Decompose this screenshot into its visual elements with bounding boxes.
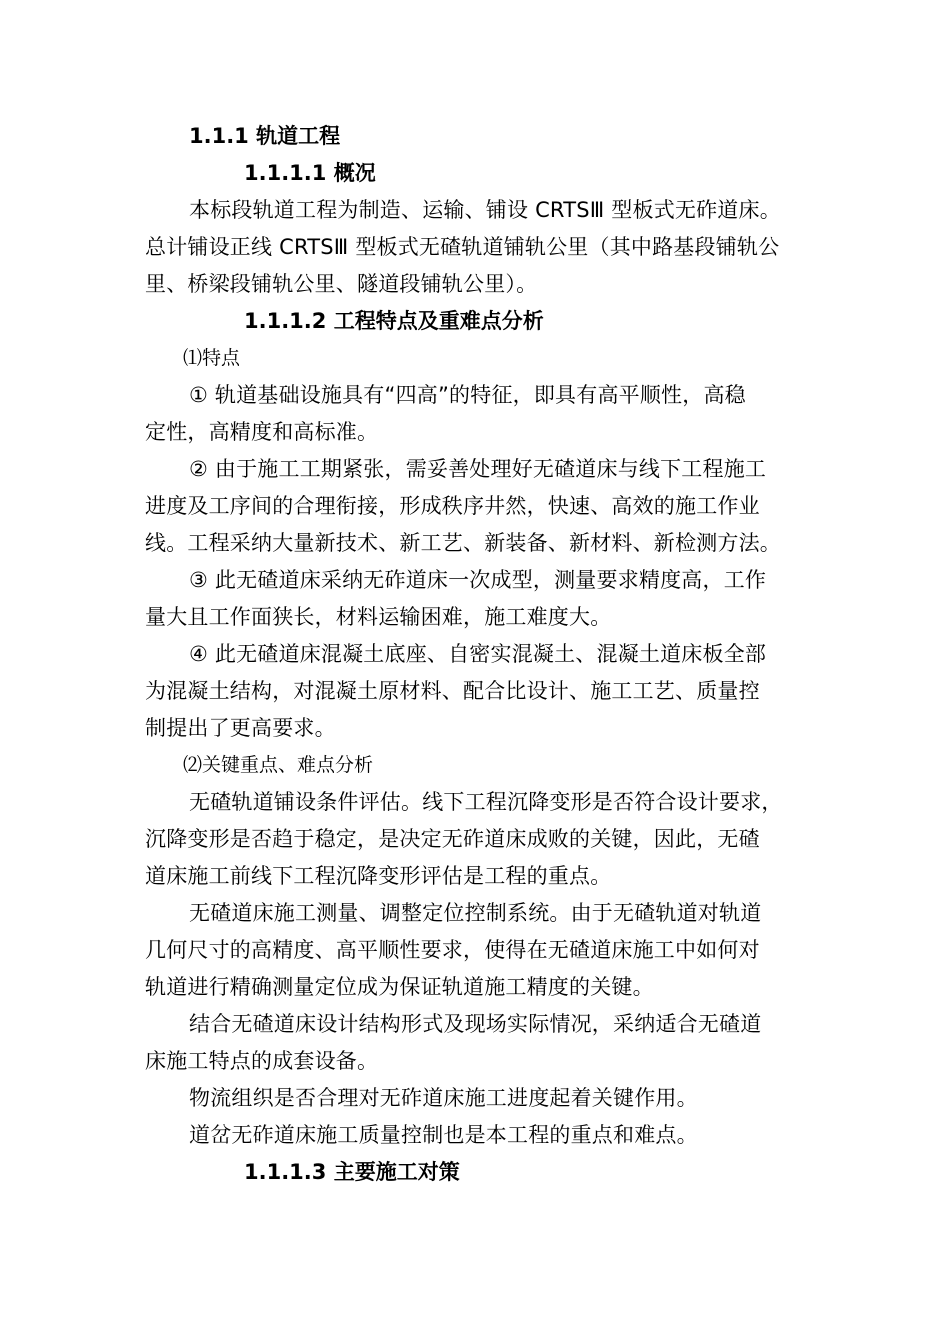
feature-3-line-2: 量大且工作面狭长，材料运输困难，施工难度大。: [145, 605, 612, 629]
keypoint-5-line: 道岔无砟道床施工质量控制也是本工程的重点和难点。: [189, 1123, 698, 1147]
overview-line-1: 本标段轨道工程为制造、运输、铺设 CRTSⅢ 型板式无砟道床。: [189, 198, 781, 222]
keypoint-3-line-1: 结合无碴道床设计结构形式及现场实际情况，采纳适合无碴道: [189, 1012, 762, 1036]
overview-line-3: 里、桥梁段铺轨公里、隧道段铺轨公里）。: [145, 272, 538, 296]
keypoints-label: ⑵关键重点、难点分析: [183, 754, 374, 776]
keypoint-2-line-2: 几何尺寸的高精度、高平顺性要求，使得在无碴道床施工中如何对: [145, 938, 760, 962]
feature-1-line-2: 定性，高精度和高标准。: [145, 420, 379, 444]
keypoint-1-line-3: 道床施工前线下工程沉降变形评估是工程的重点。: [145, 864, 612, 888]
feature-1-line-1: ① 轨道基础设施具有“四高”的特征，即具有高平顺性，高稳: [189, 383, 746, 407]
section-heading-1-1-1-2: 1.1.1.2 工程特点及重难点分析: [244, 309, 544, 333]
keypoint-2-line-3: 轨道进行精确测量定位成为保证轨道施工精度的关键。: [145, 975, 654, 999]
keypoint-1-line-1: 无碴轨道铺设条件评估。线下工程沉降变形是否符合设计要求，: [189, 790, 783, 814]
feature-3-line-1: ③ 此无碴道床采纳无砟道床一次成型，测量要求精度高，工作: [189, 568, 767, 592]
section-heading-1-1-1-1: 1.1.1.1 概况: [244, 161, 376, 185]
keypoint-1-line-2: 沉降变形是否趋于稳定，是决定无砟道床成败的关键，因此，无碴: [145, 827, 760, 851]
feature-4-line-2: 为混凝土结构，对混凝土原材料、配合比设计、施工工艺、质量控: [145, 679, 760, 703]
keypoint-4-line: 物流组织是否合理对无砟道床施工进度起着关键作用。: [189, 1086, 698, 1110]
feature-4-line-3: 制提出了更高要求。: [145, 716, 336, 740]
overview-line-2: 总计铺设正线 CRTSⅢ 型板式无碴轨道铺轨公里（其中路基段铺轨公: [145, 235, 780, 259]
feature-2-line-1: ② 由于施工工期紧张，需妥善处理好无碴道床与线下工程施工: [189, 457, 767, 481]
feature-4-line-1: ④ 此无碴道床混凝土底座、自密实混凝土、混凝土道床板全部: [189, 642, 767, 666]
keypoint-3-line-2: 床施工特点的成套设备。: [145, 1049, 379, 1073]
document-body: [145, 118, 810, 1191]
feature-2-line-3: 线。工程采纳大量新技术、新工艺、新装备、新材料、新检测方法。: [145, 531, 781, 555]
section-heading-1-1-1-3: 1.1.1.3 主要施工对策: [244, 1160, 460, 1184]
section-heading-1-1-1: 1.1.1 轨道工程: [189, 124, 341, 148]
keypoint-2-line-1: 无碴道床施工测量、调整定位控制系统。由于无碴轨道对轨道: [189, 901, 762, 925]
feature-2-line-2: 进度及工序间的合理衔接，形成秩序井然，快速、高效的施工作业: [145, 494, 760, 518]
features-label: ⑴特点: [183, 347, 241, 369]
